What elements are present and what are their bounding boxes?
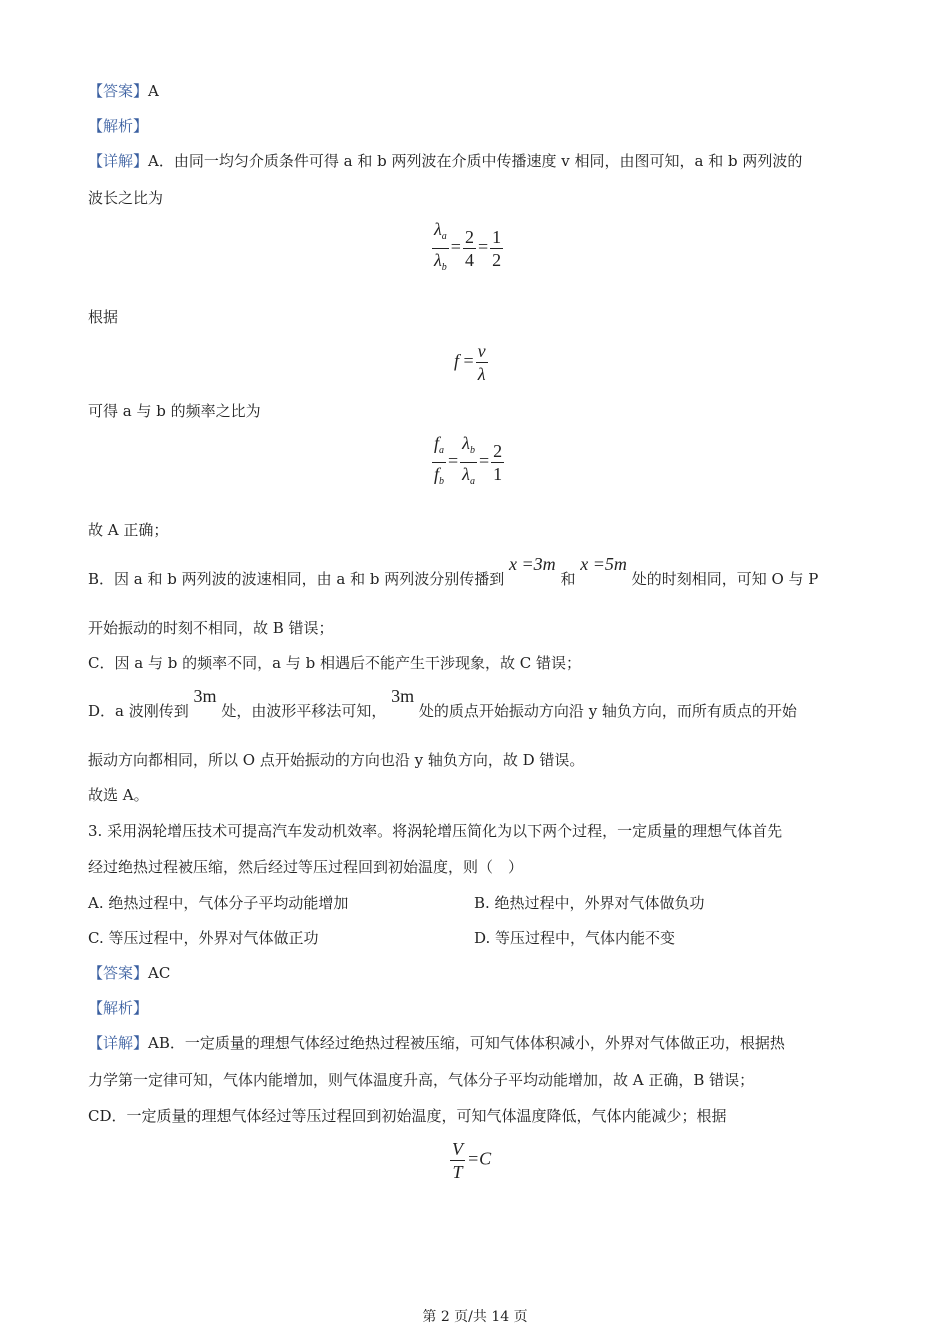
equation-frequency: f = $\frac{v}{\lambda}$ (454, 341, 486, 384)
page-footer: 第 2 页/共 14 页 (422, 1309, 528, 1325)
option-d: D. 等压过程中，气体内能不变 (474, 929, 676, 947)
q3-answer-value: AC (148, 964, 171, 982)
q3-answer-tag: 【答案】 (88, 964, 149, 982)
q3-detail-line-3: CD．一定质量的理想气体经过等压过程回到初始温度，可知气体温度降低，气体内能减少；根据 (88, 1107, 727, 1125)
option-a: A. 绝热过程中，气体分子平均动能增加 (88, 894, 349, 912)
option-b: B. 绝热过程中，外界对气体做负功 (474, 894, 705, 912)
detail-text-1: A．由同一均匀介质条件可得 a 和 b 两列波在介质中传播速度 v 相同，由图可知，a 和 b 两列波的 (148, 152, 803, 170)
detail-tag: 【详解】 (88, 152, 149, 170)
detail-line-11: 故选 A。 (88, 786, 149, 804)
position-x-3m: x =3m (509, 554, 556, 574)
equation-wavelength-ratio: $\frac{\lambda_a}{\lambda_b}$ = $\frac{2}{4}$ = $\frac{1}{2}$ (434, 219, 502, 273)
answer-tag: 【答案】 (88, 82, 149, 100)
detail-line-6: B．因 a 和 b 两列波的波速相同，由 a 和 b 两列波分别传播到 x =3m 和 x =5m 处的时刻相同，可知 O 与 P (88, 554, 819, 588)
detail-line-9: D．a 波刚传到 3m 处，由波形平移法可知， 3m 处的质点开始振动方向沿 y 轴负方向，而所有质点的开始 (88, 686, 797, 720)
detail-line-8: C．因 a 与 b 的频率不同，a 与 b 相遇后不能产生干涉现象，故 C 错误； (88, 654, 581, 672)
detail-line-2: 波长之比为 (88, 189, 164, 207)
answer-value: A (148, 82, 159, 100)
q3-analysis-tag: 【解析】 (88, 999, 149, 1017)
detail-line-7: 开始振动的时刻不相同，故 B 错误； (88, 619, 334, 637)
equation-frequency-ratio: $\frac{f_a}{f_b}$ = $\frac{\lambda_b}{\lambda_a}$ = $\frac{2}{1}$ (434, 433, 503, 487)
question-3-stem-2: 经过绝热过程被压缩，然后经过等压过程回到初始温度，则（ ） (88, 858, 524, 876)
option-c: C. 等压过程中，外界对气体做正功 (88, 929, 319, 947)
position-x-5m: x =5m (580, 554, 627, 574)
answer-line (88, 80, 159, 102)
analysis-tag: 【解析】 (88, 117, 149, 135)
question-3-stem-1: 3. 采用涡轮增压技术可提高汽车发动机效率。将涡轮增压简化为以下两个过程，一定质量的理想气体首先 (88, 822, 783, 840)
detail-line-10: 振动方向都相同，所以 O 点开始振动的方向也沿 y 轴负方向，故 D 错误。 (88, 751, 585, 769)
position-3m-b: 3m (391, 686, 415, 706)
q3-answer-line (88, 962, 170, 984)
detail-line-3: 根据 (88, 308, 119, 326)
q3-detail-line-1: 【详解】AB．一定质量的理想气体经过绝热过程被压缩，可知气体体积减小，外界对气体做正功，根据热 (88, 1034, 785, 1052)
position-3m-a: 3m (193, 686, 217, 706)
q3-detail-tag: 【详解】 (88, 1034, 149, 1052)
detail-line-5: 故 A 正确； (88, 521, 169, 539)
detail-line-4: 可得 a 与 b 的频率之比为 (88, 402, 261, 420)
detail-line-1 (88, 150, 802, 172)
equation-v-over-t: $\frac{V}{T}$ =C (452, 1139, 492, 1182)
q3-detail-line-2: 力学第一定律可知，气体内能增加，则气体温度升高，气体分子平均动能增加，故 A 正确，B 错误； (88, 1071, 755, 1089)
